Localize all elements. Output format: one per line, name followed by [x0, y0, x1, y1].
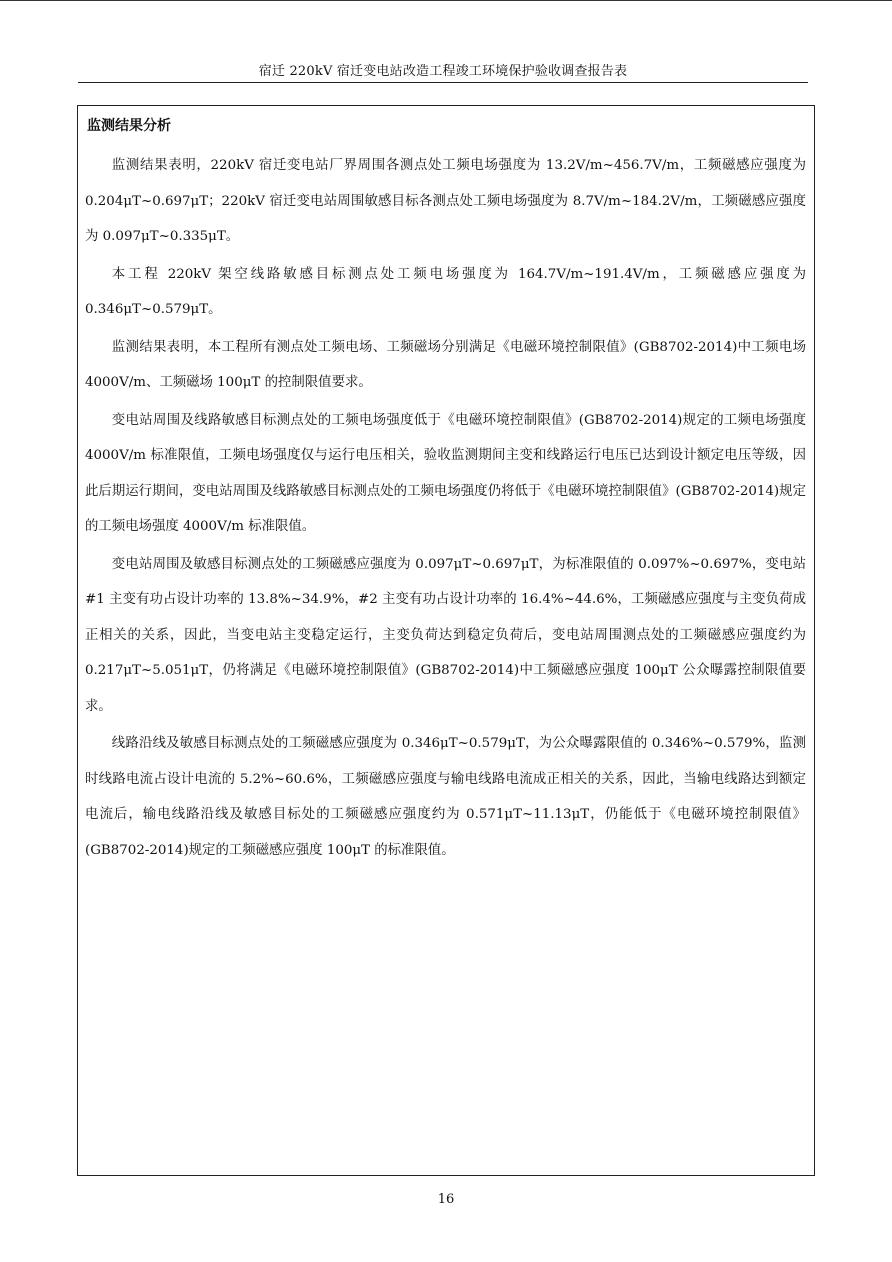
header-divider	[78, 82, 808, 83]
paragraph-line-results: 本工程 220kV 架空线路敏感目标测点处工频电场强度为 164.7V/m~191.4V/m，工频磁感应强度为 0.346μT~0.579μT。	[85, 266, 806, 317]
paragraph-substation-magnetic-analysis: 变电站周围及敏感目标测点处的工频磁感应强度为 0.097μT~0.697μT，为标准限值的 0.097%~0.697%，变电站#1 主变有功占设计功率的 13.8%~34.9%，#2 主变有功占设计功率的 16.4%~44.6%，工频磁感应强度与主变负荷成正相关的关系，因此，当变电站主变稳定运行，主变负荷达到稳定负荷后，变电站周围测点处的工频磁感应强度约为 0.217μT~5.051μT，仍将满足《电磁环境控制限值》(GB8702-2014)中工频磁感应强度 100μT 公众曝露控制限值要求。	[85, 556, 806, 714]
section-body	[85, 148, 806, 870]
paragraph-electric-field-analysis: 变电站周围及线路敏感目标测点处的工频电场强度低于《电磁环境控制限值》(GB8702-2014)规定的工频电场强度 4000V/m 标准限值，工频电场强度仅与运行电压相关，验收监测期间主变和线路运行电压已达到设计额定电压等级，因此后期运行期间，变电站周围及线路敏感目标测点处的工频电场强度仍将低于《电磁环境控制限值》(GB8702-2014)规定的工频电场强度 4000V/m 标准限值。	[85, 412, 806, 534]
paragraph-line-magnetic-analysis: 线路沿线及敏感目标测点处的工频磁感应强度为 0.346μT~0.579μT，为公众曝露限值的 0.346%~0.579%，监测时线路电流占设计电流的 5.2%~60.6%，工频磁感应强度与输电线路电流成正相关的关系，因此，当输电线路达到额定电流后，输电线路沿线及敏感目标处的工频磁感应强度约为 0.571μT~11.13μT，仍能低于《电磁环境控制限值》(GB8702-2014)规定的工频磁感应强度 100μT 的标准限值。	[85, 736, 806, 858]
paragraph-compliance: 监测结果表明，本工程所有测点处工频电场、工频磁场分别满足《电磁环境控制限值》(GB8702-2014)中工频电场 4000V/m、工频磁场 100μT 的控制限值要求。	[85, 339, 806, 390]
page-top-border	[0, 0, 892, 1]
report-header-title: 宿迁 220kV 宿迁变电站改造工程竣工环境保护验收调查报告表	[258, 64, 628, 79]
section-title: 监测结果分析	[87, 118, 171, 134]
content-table-cell	[77, 105, 815, 1176]
page-number: 16	[437, 1192, 455, 1207]
paragraph-substation-results: 监测结果表明，220kV 宿迁变电站厂界周围各测点处工频电场强度为 13.2V/m~456.7V/m，工频磁感应强度为 0.204μT~0.697μT；220kV 宿迁变电站周围敏感目标各测点处工频电场强度为 8.7V/m~184.2V/m，工频磁感应强度为 0.097μT~0.335μT。	[85, 158, 806, 244]
